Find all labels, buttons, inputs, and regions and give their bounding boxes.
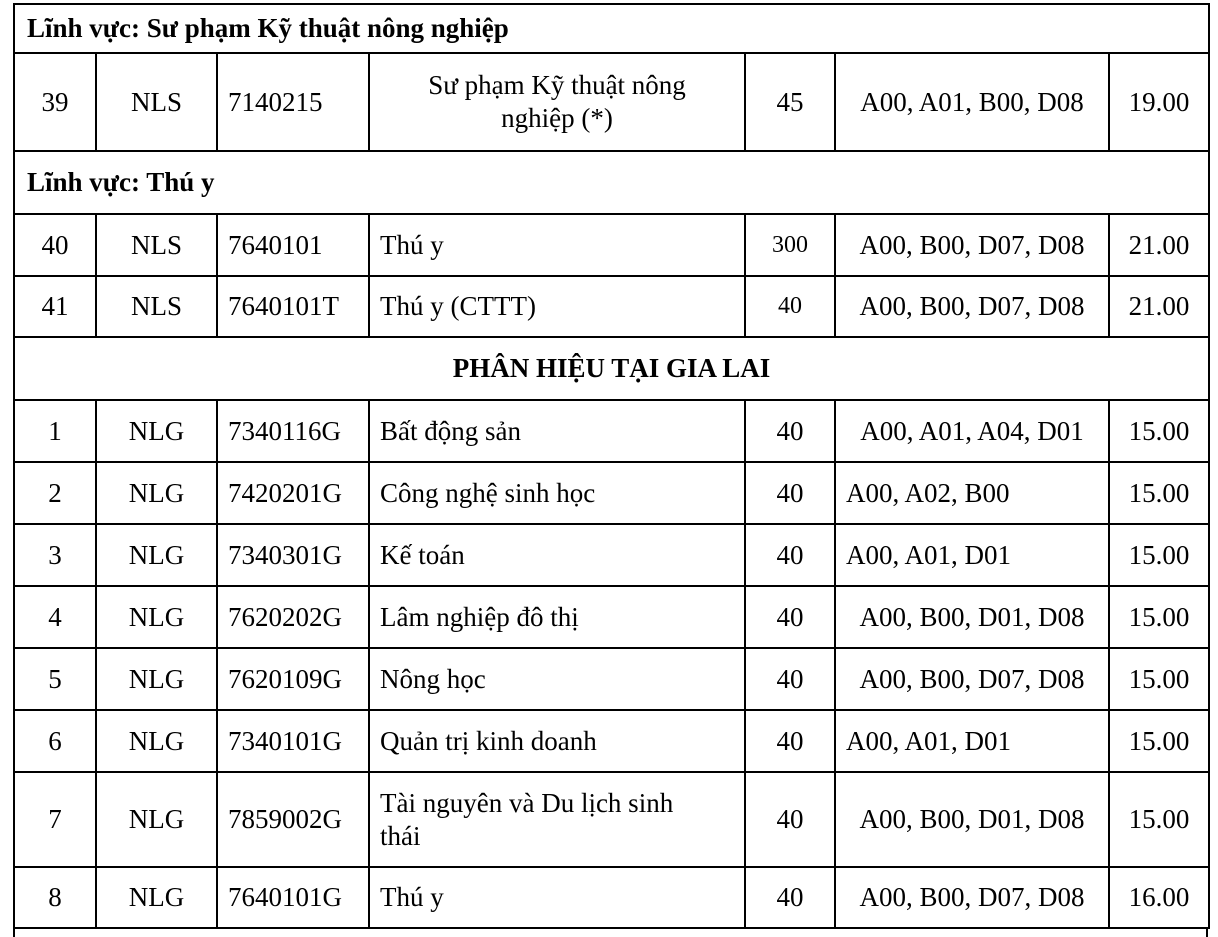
row-number: 39 [14, 53, 96, 151]
major-code: 7340301G [217, 524, 369, 586]
row-number: 3 [14, 524, 96, 586]
school-code: NLG [96, 710, 217, 772]
major-code: 7140215 [217, 53, 369, 151]
school-code: NLG [96, 524, 217, 586]
table-row [14, 524, 1209, 586]
cutoff-score: 15.00 [1109, 462, 1209, 524]
school-code: NLG [96, 400, 217, 462]
quota: 40 [745, 400, 835, 462]
major-name: Bất động sản [369, 400, 745, 462]
cutoff-score: 15.00 [1109, 710, 1209, 772]
table-continuation-edge [13, 927, 1208, 937]
major-code: 7640101T [217, 276, 369, 337]
subject-combinations: A00, B00, D01, D08 [835, 772, 1109, 867]
subject-combinations: A00, B00, D07, D08 [835, 214, 1109, 276]
school-code: NLS [96, 276, 217, 337]
subject-combinations: A00, B00, D07, D08 [835, 648, 1109, 710]
cutoff-score: 15.00 [1109, 586, 1209, 648]
major-code: 7640101G [217, 867, 369, 928]
table-row [14, 53, 1209, 151]
school-code: NLS [96, 53, 217, 151]
row-number: 2 [14, 462, 96, 524]
cutoff-score: 15.00 [1109, 524, 1209, 586]
major-name: Tài nguyên và Du lịch sinh thái [369, 772, 745, 867]
cutoff-score: 21.00 [1109, 214, 1209, 276]
subject-combinations: A00, A01, A04, D01 [835, 400, 1109, 462]
cutoff-score: 16.00 [1109, 867, 1209, 928]
major-name: Kế toán [369, 524, 745, 586]
table-row [14, 710, 1209, 772]
major-name: Thú y [369, 214, 745, 276]
table-row [14, 400, 1209, 462]
quota: 45 [745, 53, 835, 151]
major-name: Quản trị kinh doanh [369, 710, 745, 772]
row-number: 8 [14, 867, 96, 928]
major-code: 7340101G [217, 710, 369, 772]
quota: 300 [745, 214, 835, 276]
cutoff-score: 15.00 [1109, 400, 1209, 462]
admission-score-table [13, 3, 1210, 929]
row-number: 41 [14, 276, 96, 337]
subject-combinations: A00, A01, D01 [835, 710, 1109, 772]
major-code: 7859002G [217, 772, 369, 867]
school-code: NLS [96, 214, 217, 276]
cutoff-score: 21.00 [1109, 276, 1209, 337]
subject-combinations: A00, B00, D01, D08 [835, 586, 1109, 648]
major-code: 7340116G [217, 400, 369, 462]
quota: 40 [745, 462, 835, 524]
section-header-row [14, 151, 1209, 214]
subject-combinations: A00, A01, D01 [835, 524, 1109, 586]
cutoff-score: 15.00 [1109, 772, 1209, 867]
quota: 40 [745, 276, 835, 337]
major-name: Thú y [369, 867, 745, 928]
school-code: NLG [96, 586, 217, 648]
quota: 40 [745, 867, 835, 928]
section-title: Lĩnh vực: Thú y [14, 151, 1209, 214]
subject-combinations: A00, A01, B00, D08 [835, 53, 1109, 151]
table-row [14, 276, 1209, 337]
major-name: Thú y (CTTT) [369, 276, 745, 337]
table-row [14, 586, 1209, 648]
table-row [14, 867, 1209, 928]
major-code: 7640101 [217, 214, 369, 276]
branch-title: PHÂN HIỆU TẠI GIA LAI [14, 337, 1209, 400]
subject-combinations: A00, B00, D07, D08 [835, 867, 1109, 928]
row-number: 4 [14, 586, 96, 648]
cutoff-score: 15.00 [1109, 648, 1209, 710]
row-number: 6 [14, 710, 96, 772]
table-row [14, 772, 1209, 867]
school-code: NLG [96, 772, 217, 867]
school-code: NLG [96, 462, 217, 524]
school-code: NLG [96, 867, 217, 928]
cutoff-score: 19.00 [1109, 53, 1209, 151]
table-row [14, 462, 1209, 524]
quota: 40 [745, 648, 835, 710]
quota: 40 [745, 772, 835, 867]
major-name: Sư phạm Kỹ thuật nông nghiệp (*) [369, 53, 745, 151]
major-code: 7620202G [217, 586, 369, 648]
section-title: Lĩnh vực: Sư phạm Kỹ thuật nông nghiệp [14, 4, 1209, 53]
row-number: 40 [14, 214, 96, 276]
school-code: NLG [96, 648, 217, 710]
section-header-row [14, 4, 1209, 53]
quota: 40 [745, 710, 835, 772]
major-name: Công nghệ sinh học [369, 462, 745, 524]
major-code: 7420201G [217, 462, 369, 524]
subject-combinations: A00, A02, B00 [835, 462, 1109, 524]
row-number: 7 [14, 772, 96, 867]
subject-combinations: A00, B00, D07, D08 [835, 276, 1109, 337]
row-number: 1 [14, 400, 96, 462]
table-row [14, 214, 1209, 276]
row-number: 5 [14, 648, 96, 710]
section-header-row [14, 337, 1209, 400]
quota: 40 [745, 586, 835, 648]
major-name: Nông học [369, 648, 745, 710]
major-name: Lâm nghiệp đô thị [369, 586, 745, 648]
quota: 40 [745, 524, 835, 586]
admission-table-container [13, 3, 1208, 929]
table-row [14, 648, 1209, 710]
major-code: 7620109G [217, 648, 369, 710]
